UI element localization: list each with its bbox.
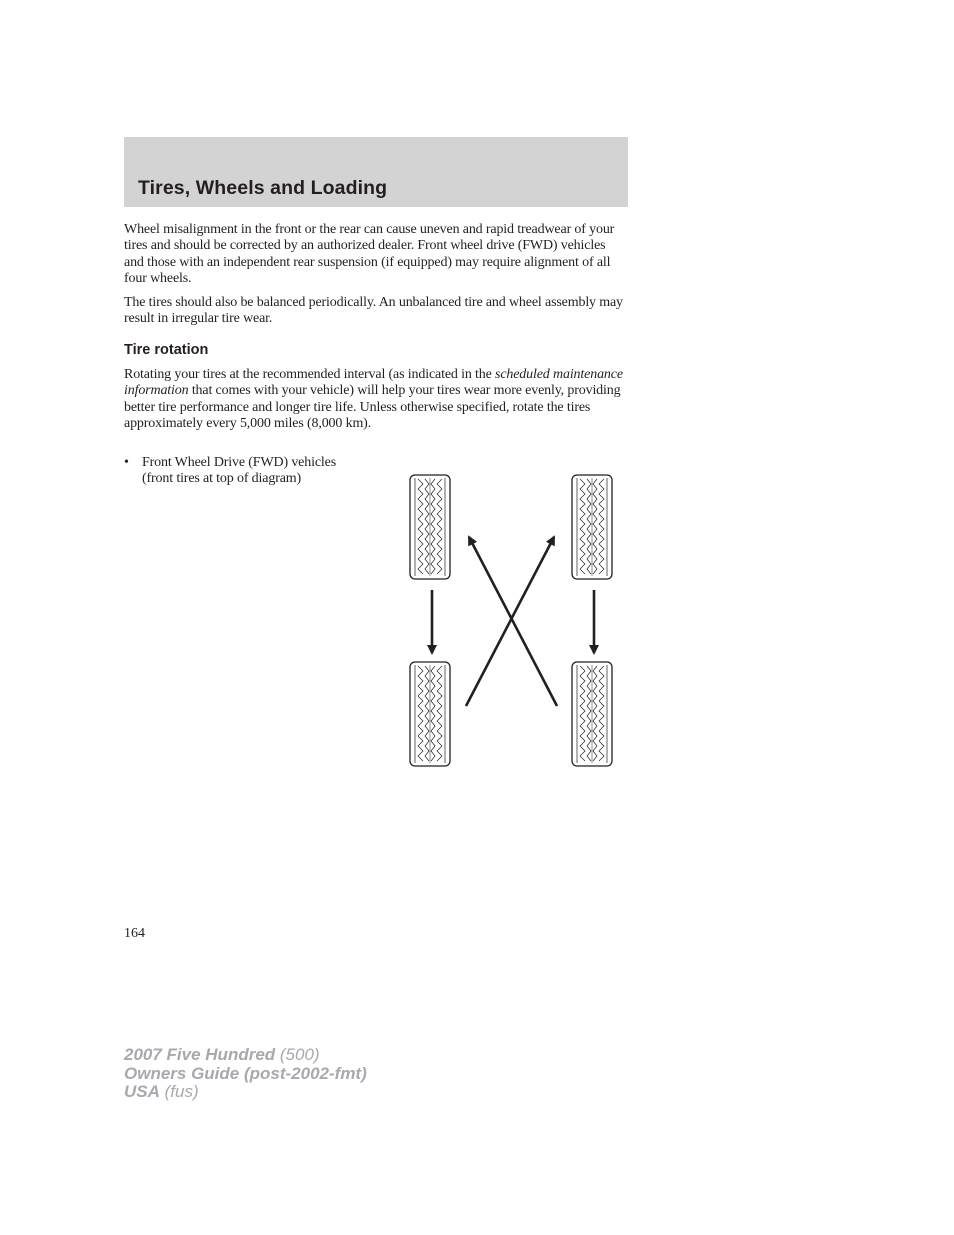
subheading-tire-rotation: Tire rotation [124,342,209,358]
arrow-rear-right-to-front-left [469,537,557,706]
tire-front-left [410,475,450,579]
footer-market-code: (fus) [159,1082,199,1101]
footer-model: 2007 Five Hundred [124,1045,276,1064]
footer-line-guide [124,1065,367,1084]
tire-rear-left [410,662,450,766]
footer-model-code: (500) [275,1045,320,1064]
section-title: Tires, Wheels and Loading [138,177,388,199]
bullet-fwd-text: Front Wheel Drive (FWD) vehicles (front tires at top of diagram) [142,455,336,487]
bullet-icon: • [124,455,129,470]
rotation-text-end: that comes with your vehicle) will help your tires wear more evenly, providing better tire performance and longer tire life. Unless otherwise specified, rotate the tires approximately every 5,000 miles (8,000 km). [124,383,621,432]
tire-front-right [572,475,612,579]
section-header-band [124,137,628,207]
paragraph-tire-rotation [124,367,628,433]
page-number: 164 [124,926,145,941]
footer-line-model [124,1046,367,1065]
document-footer [124,1046,367,1102]
arrow-rear-left-to-front-right [466,537,554,706]
tire-rotation-diagram [400,465,630,775]
rotation-text-start: Rotating your tires at the recommended interval (as indicated in the [124,367,496,382]
footer-line-market [124,1083,367,1102]
paragraph-misalignment: Wheel misalignment in the front or the rear can cause uneven and rapid treadwear of your tires and should be corrected by an authorized dealer. Front wheel drive (FWD) vehicles and those with an independent rear suspension (if equipped) may require alignment of all four wheels. [124,222,615,287]
footer-guide: Owners Guide (post-2002-fmt) [124,1063,367,1083]
tire-rear-right [572,662,612,766]
paragraph-balancing: The tires should also be balanced periodically. An unbalanced tire and wheel assembly may result in irregular tire wear. [124,295,623,327]
footer-market: USA [124,1082,160,1101]
rotation-text-italic: scheduled maintenance information [124,367,623,399]
